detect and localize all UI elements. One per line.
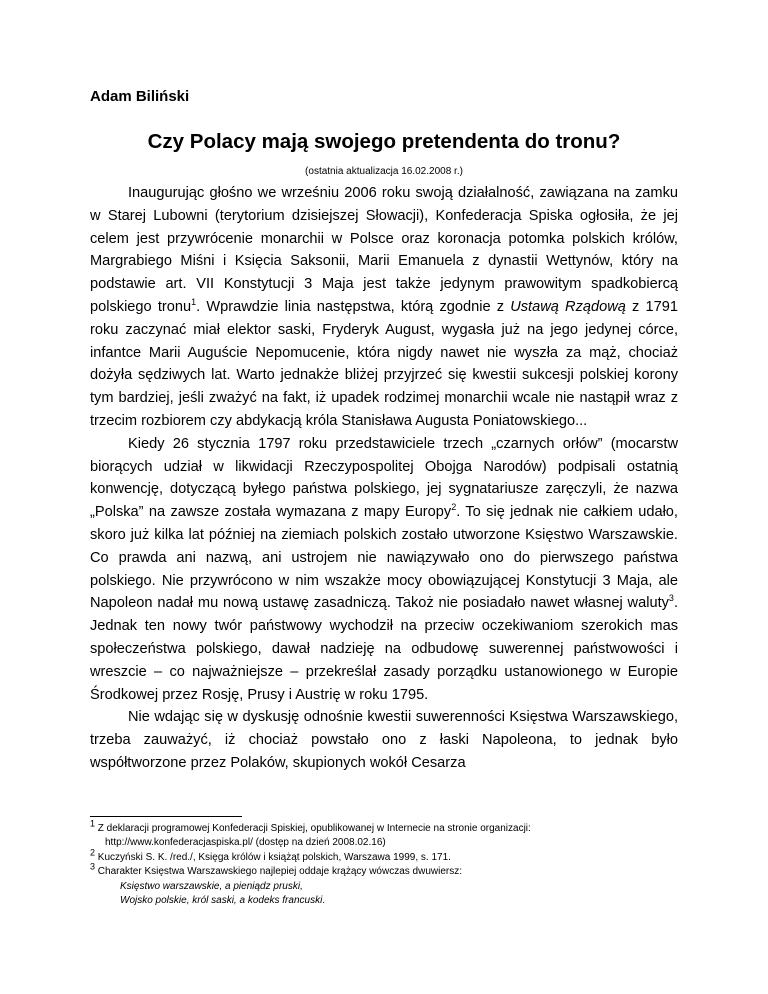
footnote-verse-text: Wojsko polskie, król saski, a kodeks francuski bbox=[120, 895, 323, 907]
paragraph-2-text-b: . To się jednak nie całkiem udało, skoro już kilka lat później na ziemiach polskich zostało utworzone Księstwo Warszawskie. Co prawda ani nazwą, ani ustrojem nie nawiązywało ono do pierwszego państwa polskiego. Nie przywrócono w nim wszakże mocy obowiązującej Konstytucji 3 Maja, ale Napoleon nadał mu nową ustawę zasadniczą. Takoż nie posiadało nawet własnej waluty bbox=[90, 504, 678, 612]
footnote-number: 2 bbox=[90, 847, 96, 858]
footnote-number: 1 bbox=[90, 818, 96, 829]
footnote-2 bbox=[90, 847, 690, 865]
paragraph-2-text-c: . Jednak ten nowy twór państwowy wychodził na przeciw oczekiwaniom szerokich mas społeczeństwa polskiego, dawał nadzieję na odbudowę suwerennej państwowości i wreszcie – co najważniejsze – przekreślał zasady porządku ustanowionego w Europie Środkowej przez Rosję, Prusy i Austrię w roku 1795. bbox=[90, 595, 678, 703]
footnote-3 bbox=[90, 861, 690, 908]
footnote-text: Charakter Księstwa Warszawskiego najlepiej oddaje krążący wówczas dwuwiersz: bbox=[97, 866, 463, 878]
footnote-verse-line bbox=[90, 894, 690, 908]
footnote-verse-end: . bbox=[322, 895, 326, 907]
footnote-url: http://www.konfederacjaspiska.pl/ (dostęp na dzień 2008.02.16) bbox=[105, 837, 386, 849]
paragraph-1 bbox=[90, 182, 678, 433]
paragraph-2 bbox=[90, 433, 678, 707]
footnote-ref-2: 2 bbox=[451, 502, 457, 513]
footnotes bbox=[90, 818, 690, 908]
footnote-ref-3: 3 bbox=[668, 593, 674, 604]
footnote-text: Z deklaracji programowej Konfederacji Spiskiej, opublikowanej w Internecie na stronie organizacji: bbox=[97, 823, 531, 834]
footnote-separator bbox=[90, 816, 242, 817]
paragraph-1-text-a: Inaugurując głośno we wrześniu 2006 roku swoją działalność, zawiązana na zamku w Starej Lubowni (terytorium dzisiejszej Słowacji), Konfederacja Spiska ogłosiła, że jej celem jest przywrócenie monarchii w Polsce oraz koronacja potomka polskich królów, Margrabiego Miśni i Księcia Saksonii, Marii Emanuela z dynastii Wettynów, który na podstawie art. VII Konstytucji 3 Maja jest także jedynym prawowitym spadkobiercą polskiego tronu bbox=[90, 185, 678, 315]
paragraph-1-italic: Ustawą Rządową bbox=[510, 298, 626, 315]
footnote-number: 3 bbox=[90, 861, 96, 872]
author-name: Adam Biliński bbox=[90, 88, 190, 105]
footnote-ref-1: 1 bbox=[191, 297, 197, 308]
paragraph-1-text-c: z 1791 roku zaczynać miał elektor saski, Fryderyk August, wygasła już na jego jedynej córce, infantce Marii Auguście Nepomucenie, która nigdy nawet nie wyszła za mąż, chociaż dożyła sędziwych lat. Warto jednakże bliżej przyjrzeć się kwestii sukcesji polskiej korony tym bardziej, jeśli zważyć na fakt, iż upadek rodzimej monarchii wcale nie nastąpił wraz z trzecim rozbiorem czy abdykacją króla Stanisława Augusta Poniatowskiego... bbox=[90, 298, 678, 429]
page-title: Czy Polacy mają swojego pretendenta do tronu? bbox=[147, 130, 621, 153]
paragraph-2-text-a: Kiedy 26 stycznia 1797 roku przedstawiciele trzech „czarnych orłów” (mocarstw biorących udział w likwidacji Rzeczypospolitej Obojga Narodów) podpisali ostatnią konwencję, dotyczącą byłego państwa polskiego, jej sygnatariusze zaręczyli, że nazwa „Polska” na zawsze została wymazana z mapy Europy bbox=[90, 435, 678, 521]
footnote-verse-line: Księstwo warszawskie, a pieniądz pruski, bbox=[120, 880, 303, 892]
update-note: (ostatnia aktualizacja 16.02.2008 r.) bbox=[305, 166, 463, 177]
paragraph-1-text-b: . Wprawdzie linia następstwa, którą zgodnie z bbox=[196, 298, 511, 315]
article-body bbox=[90, 182, 678, 775]
paragraph-3: Nie wdając się w dyskusję odnośnie kwestii suwerenności Księstwa Warszawskiego, trzeba zauważyć, iż chociaż powstało ono z łaski Napoleona, to jednak było współtworzone przez Polaków, skupionych wokół Cesarza bbox=[90, 709, 678, 771]
footnote-text: Kuczyński S. K. /red./, Księga królów i książąt polskich, Warszawa 1999, s. 171. bbox=[97, 851, 451, 863]
footnote-1 bbox=[90, 818, 690, 851]
